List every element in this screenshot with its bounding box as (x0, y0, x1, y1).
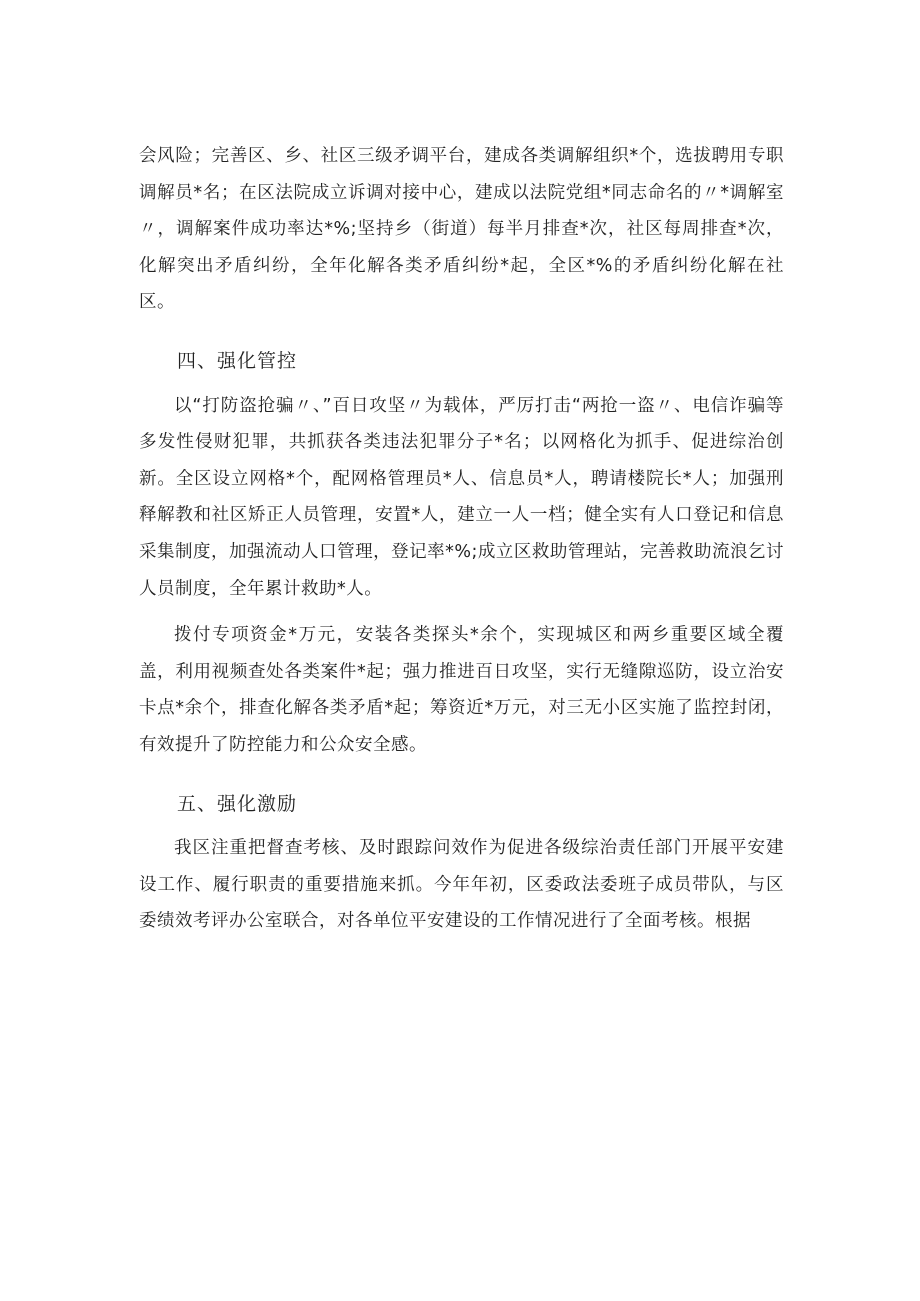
paragraph-gap (139, 764, 784, 774)
document-body (139, 138, 784, 940)
paragraph-strengthen-control-2: 拨付专项资金*万元，安装各类探头*余个，实现城区和两乡重要区域全覆盖，利用视频查处各类案件*起；强力推进百日攻坚，实行无缝隙巡防，设立治安卡点*余个，排查化解各类矛盾*起；筹资近*万元，对三无小区实施了监控封闭，有效提升了防控能力和公众安全感。 (139, 625, 784, 755)
section-heading-four: 四、强化管控 (177, 349, 298, 372)
paragraph-continuation: 会风险；完善区、乡、社区三级矛调平台，建成各类调解组织*个，选拔聘用专职调解员*名；在区法院成立诉调对接中心，建成以法院党组*同志命名的〃*调解室〃，调解案件成功率达*%;坚持乡（街道）每半月排查*次，社区每周排查*次，化解突出矛盾纠纷，全年化解各类矛盾纠纷*起，全区*%的矛盾纠纷化解在社区。 (139, 146, 784, 313)
paragraph-strengthen-control-1: 以“打防盗抢骗〃、”百日攻坚〃为载体，严厉打击“两抢一盗〃、电信诈骗等多发性侵财犯罪，共抓获各类违法犯罪分子*名；以网格化为抓手、促进综治创新。全区设立网格*个，配网格管理员*人、信息员*人，聘请楼院长*人；加强刑释解教和社区矫正人员管理，安置*人，建立一人一档；健全实有人口登记和信息采集制度，加强流动人口管理，登记率*%;成立区救助管理站，完善救助流浪乞讨人员制度，全年累计救助*人。 (139, 395, 784, 599)
paragraph-strengthen-incentive: 我区注重把督查考核、及时跟踪问效作为促进各级综治责任部门开展平安建设工作、履行职责的重要措施来抓。今年年初，区委政法委班子成员带队，与区委绩效考评办公室联合，对各单位平安建设的工作情况进行了全面考核。根据 (139, 838, 784, 932)
paragraph-gap (139, 321, 784, 331)
paragraph-gap (139, 607, 784, 617)
section-heading-five: 五、强化激励 (177, 792, 298, 815)
